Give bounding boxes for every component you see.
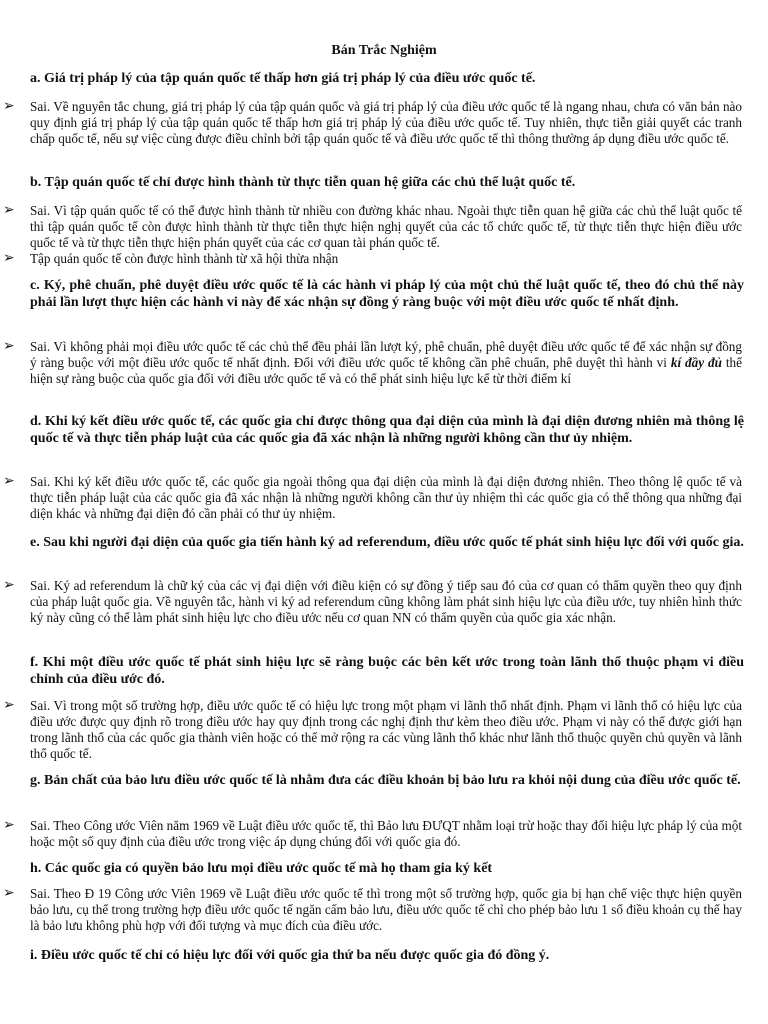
answer-text: Sai. Ký ad referendum là chữ ký của các vị đại diện với điều kiện có sự đồng ý tiếp sau đó của cơ quan có thẩm quyền theo quy định của pháp luật quốc gia. Về nguyên tắc, hành vi ký ad referendum cũng không làm phát sinh hiệu lực của điều ước, tuy nhiên hình thức ký này cũng có thể làm phát sinh hiệu lực cho điều ước nếu cơ quan NN có thẩm quyền của quốc gia xác nhận. [30, 578, 742, 625]
answer-text: Sai. Vì không phải mọi điều ước quốc tế các chủ thể đều phải lần lượt ký, phê chuẩn, phê duyệt điều ước quốc tế để xác nhận sự đồng ý ràng buộc với một điều ước quốc tế nhất định. Đối với điều ước quốc tế không cần phê chuẩn, phê duyệt thì hành vi [30, 339, 742, 370]
question-c: c. Ký, phê chuẩn, phê duyệt điều ước quốc tế là các hành vi pháp lý của một chủ thể luật quốc tế, theo đó chủ thể này phải lần lượt thực hiện các hành vi này để xác nhận sự đồng ý ràng buộc với một điều ước quốc tế nhất định. [30, 278, 744, 310]
bullet-arrow-icon: ➢ [3, 99, 15, 114]
answer-d-1 [3, 474, 742, 522]
question-h: h. Các quốc gia có quyền bảo lưu mọi điều ước quốc tế mà họ tham gia ký kết [30, 861, 493, 876]
answer-g-1 [3, 818, 742, 850]
answer-text: Sai. Về nguyên tắc chung, giá trị pháp lý của tập quán quốc và giá trị pháp lý của điều ước quốc tế là ngang nhau, chưa có văn bản nào quy định giá trị pháp lý của tập quán quốc tế thấp hơn giá trị pháp lý của điều ước quốc tế. Tuy nhiên, thực tiễn giải quyết các tranh chấp quốc tế, nếu sự việc cùng được điều chỉnh bởi tập quán quốc tế và điều ước quốc tế thì thông thường áp dụng điều ước quốc tế. [30, 99, 742, 146]
answer-b-2 [3, 251, 742, 267]
answer-c-1 [3, 339, 742, 387]
answer-h-1 [3, 886, 742, 934]
bullet-arrow-icon: ➢ [3, 578, 15, 593]
answer-e-1 [3, 578, 742, 626]
answer-a-1 [3, 99, 742, 147]
question-b: b. Tập quán quốc tế chỉ được hình thành từ thực tiễn quan hệ giữa các chủ thể luật quốc tế. [30, 175, 576, 190]
bullet-arrow-icon: ➢ [3, 818, 15, 833]
answer-text: Tập quán quốc tế còn được hình thành từ xã hội thừa nhận [30, 251, 339, 266]
question-d: d. Khi ký kết điều ước quốc tế, các quốc gia chỉ được thông qua đại diện của mình là đại diện đương nhiên mà thông lệ quốc tế và thực tiễn pháp luật của các quốc gia đã xác nhận là những người không cần thư ủy nhiệm. [30, 414, 744, 446]
bullet-arrow-icon: ➢ [3, 886, 15, 901]
page-title: Bán Trắc Nghiệm [331, 43, 437, 58]
answer-text: Sai. Theo Công ước Viên năm 1969 về Luật điều ước quốc tế, thì Bảo lưu ĐƯQT nhằm loại trừ hoặc thay đổi hiệu lực pháp lý của một hoặc một số quy định của điều ước trong việc áp dụng chúng đối với quốc gia đó. [30, 818, 742, 849]
answer-f-1 [3, 698, 742, 762]
question-e: e. Sau khi người đại diện của quốc gia tiến hành ký ad referendum, điều ước quốc tế phát sinh hiệu lực đối với quốc gia. [30, 535, 744, 550]
bullet-arrow-icon: ➢ [3, 339, 15, 354]
bullet-arrow-icon: ➢ [3, 203, 15, 218]
answer-b-1 [3, 203, 742, 251]
question-g: g. Bản chất của bảo lưu điều ước quốc tế là nhằm đưa các điều khoản bị bảo lưu ra khỏi nội dung của điều ước quốc tế. [30, 773, 741, 788]
answer-text-continued: thể hiện sự ràng buộc của quốc gia đối với điều ước quốc tế và có thể phát sinh hiệu lực kể từ thời điểm kí [30, 354, 742, 386]
emphasized-text: kí đầy đủ [670, 354, 722, 370]
bullet-arrow-icon: ➢ [3, 474, 15, 489]
answer-text: Sai. Vì tập quán quốc tế có thể được hình thành từ nhiều con đường khác nhau. Ngoài thực tiễn quan hệ giữa các chủ thể luật quốc tế thì tập quán quốc tế còn được hình thành từ thực tiễn thực hiện nghị quyết của các tổ chức quốc tế, từ thực tiễn thực hiện điều ước quốc tế và từ thực tiễn thực hiện phán quyết của các cơ quan tài phán quốc tế. [30, 203, 742, 250]
bullet-arrow-icon: ➢ [3, 698, 15, 713]
question-a: a. Giá trị pháp lý của tập quán quốc tế thấp hơn giá trị pháp lý của điều ước quốc tế. [30, 71, 536, 86]
answer-text: Sai. Theo Đ 19 Công ước Viên 1969 về Luật điều ước quốc tế thì trong một số trường hợp, quốc gia bị hạn chế việc thực hiện quyền bảo lưu, cụ thể trong trường hợp điều ước quốc tế ngăn cấm bảo lưu, điều ước quốc tế chỉ cho phép bảo lưu 1 số điều khoản cụ thể hay là bảo lưu không phù hợp với đối tượng và mục đích của điều ước. [30, 886, 742, 933]
answer-text: Sai. Vì trong một số trường hợp, điều ước quốc tế có hiệu lực trong một phạm vi lãnh thổ nhất định. Phạm vi lãnh thổ có hiệu lực của điều ước được quy định rõ trong điều ước hay quy định trong các nghị định thư kèm theo điều ước. Phạm vi này có thể được giới hạn trong lãnh thổ của các quốc gia thành viên hoặc có thể mở rộng ra các vùng lãnh thổ khác như lãnh thổ thuộc quyền chủ quyền và lãnh thổ quốc tế. [30, 698, 742, 761]
bullet-arrow-icon: ➢ [3, 251, 15, 266]
question-i: i. Điều ước quốc tế chỉ có hiệu lực đối với quốc gia thứ ba nếu được quốc gia đó đồng ý. [30, 948, 550, 963]
answer-text: Sai. Khi ký kết điều ước quốc tế, các quốc gia ngoài thông qua đại diện của mình là đại diện đương nhiên. Theo thông lệ quốc tế và thực tiễn pháp luật của các quốc gia đã xác nhận là những người không cần thư ủy nhiệm thì các quốc gia có thể thông qua những đại diện khác và những đại diện đó cần phải có thư ủy nhiệm. [30, 474, 742, 521]
question-f: f. Khi một điều ước quốc tế phát sinh hiệu lực sẽ ràng buộc các bên kết ước trong toàn lãnh thổ thuộc phạm vi điều chỉnh của điều ước đó. [30, 655, 744, 687]
